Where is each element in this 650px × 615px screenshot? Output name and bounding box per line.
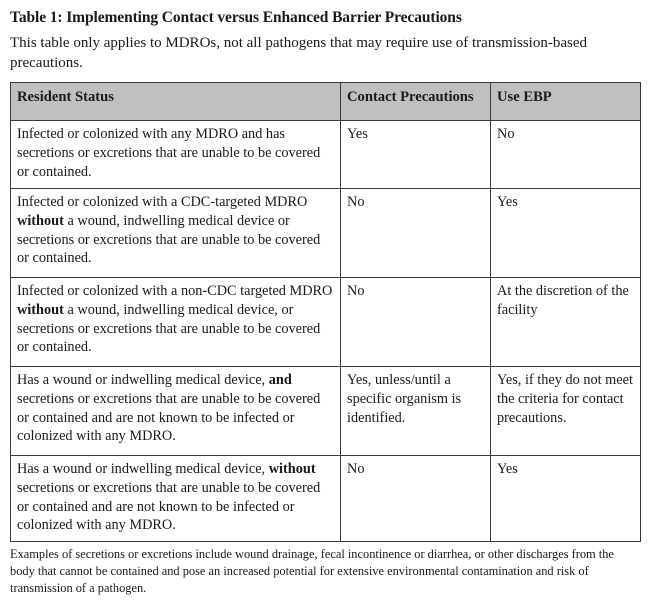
- cell-use-ebp: Yes: [491, 189, 641, 278]
- precautions-table: [10, 82, 641, 542]
- cell-resident-status: [11, 278, 341, 367]
- cell-contact-precautions: No: [341, 456, 491, 542]
- resident-status-text: Has a wound or indwelling medical device, without secretions or excretions that are unable to be covered or contained and are not known to be infected or colonized with any MDRO.: [17, 461, 321, 534]
- table-row: [11, 121, 641, 189]
- cell-contact-precautions: No: [341, 189, 491, 278]
- column-header-contact-precautions: Contact Precautions: [341, 83, 491, 121]
- cell-contact-precautions: Yes: [341, 121, 491, 189]
- table-header-row: [11, 83, 641, 121]
- page-title: Table 1: Implementing Contact versus Enhanced Barrier Precautions: [10, 9, 462, 26]
- column-header-use-ebp: Use EBP: [491, 83, 641, 121]
- table-row: [11, 189, 641, 278]
- table-row: [11, 367, 641, 456]
- cell-resident-status: [11, 367, 341, 456]
- cell-resident-status: [11, 121, 341, 189]
- cell-use-ebp: No: [491, 121, 641, 189]
- cell-resident-status: [11, 189, 341, 278]
- table-body: [11, 121, 641, 542]
- table-footnote: Examples of secretions or excretions include wound drainage, fecal incontinence or diarrhea, or other discharges from the body that cannot be contained and pose an increased potential for extensive environmental contamination and risk of transmission of a pathogen.: [10, 547, 614, 595]
- cell-resident-status: [11, 456, 341, 542]
- resident-status-text: Infected or colonized with any MDRO and has secretions or excretions that are unable to be covered or contained.: [17, 126, 321, 180]
- resident-status-text: Infected or colonized with a CDC-targeted MDRO without a wound, indwelling medical device or secretions or excretions that are unable to be covered or contained.: [17, 194, 321, 267]
- table-header: [11, 83, 641, 121]
- resident-status-text: Infected or colonized with a non-CDC targeted MDRO without a wound, indwelling medical device, or secretions or excretions that are unable to be covered or contained.: [17, 283, 333, 356]
- cell-use-ebp: Yes, if they do not meet the criteria for contact precautions.: [491, 367, 641, 456]
- cell-contact-precautions: No: [341, 278, 491, 367]
- cell-contact-precautions: Yes, unless/until a specific organism is identified.: [341, 367, 491, 456]
- resident-status-text: Has a wound or indwelling medical device, and secretions or excretions that are unable to be covered or contained and are not known to be infected or colonized with any MDRO.: [17, 372, 321, 445]
- table-row: [11, 278, 641, 367]
- column-header-resident-status: Resident Status: [11, 83, 341, 121]
- table-row: [11, 456, 641, 542]
- cell-use-ebp: Yes: [491, 456, 641, 542]
- cell-use-ebp: At the discretion of the facility: [491, 278, 641, 367]
- intro-paragraph: This table only applies to MDROs, not all pathogens that may require use of transmission-based precautions.: [10, 35, 587, 71]
